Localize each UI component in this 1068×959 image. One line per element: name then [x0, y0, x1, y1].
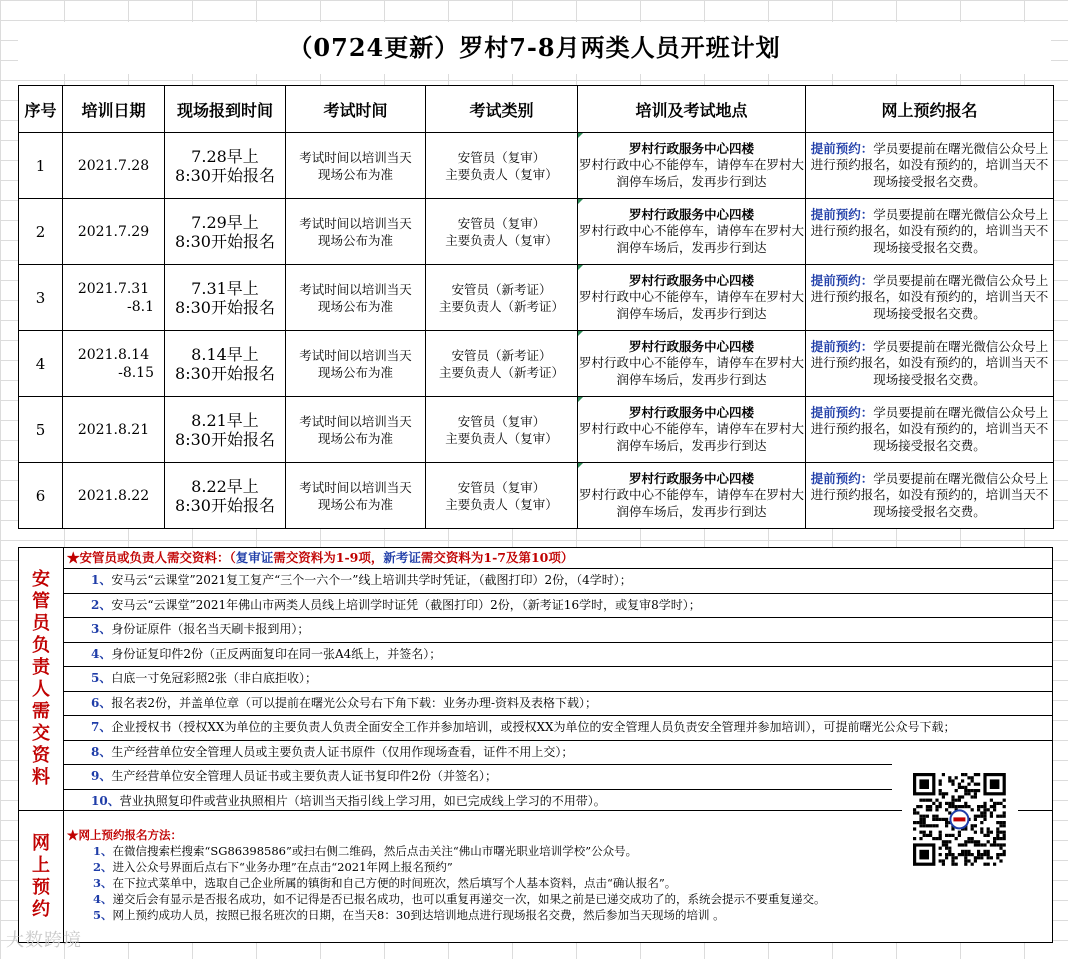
- registration-label: 提前预约：: [810, 140, 874, 156]
- step-text: 在下拉式菜单中，选取自己企业所属的镇街和自己方便的时间班次，然后填写个人基本资料，点击“确认报名”。: [112, 876, 677, 890]
- location-head: 罗村行政服务中心四楼: [628, 272, 754, 288]
- cell-location: [578, 133, 806, 199]
- cell-arrive: [165, 265, 286, 331]
- cell-location: [578, 265, 806, 331]
- table-row: [19, 397, 1054, 463]
- material-item: [63, 765, 892, 790]
- registration-body: 学员要提前在曙光微信公众号上进行预约报名，如没有预约的，培训当天不现场接受报名交费。: [810, 470, 1049, 519]
- cell-registration: [806, 397, 1054, 463]
- cell-arrive: [165, 133, 286, 199]
- cell-date: [63, 133, 165, 199]
- cell-arrive: [165, 199, 286, 265]
- row-number: 5: [35, 420, 46, 439]
- header-registration: 网上预约报名: [806, 86, 1054, 133]
- cell-exam-time: [286, 199, 426, 265]
- material-number: 5、: [91, 671, 112, 685]
- online-header: ★网上预约报名方法：: [67, 828, 182, 842]
- cell-location: [578, 463, 806, 529]
- exam-line-2: 现场公布为准: [317, 298, 393, 314]
- material-item: [63, 692, 1052, 717]
- date-line-1: 2021.7.31: [77, 280, 150, 297]
- step-number: 1、: [93, 844, 113, 858]
- registration-label: 提前预约：: [810, 338, 874, 354]
- cell-arrive: [165, 463, 286, 529]
- location-head: 罗村行政服务中心四楼: [628, 404, 754, 420]
- online-steps: [67, 827, 1048, 923]
- exam-line-1: 考试时间以培训当天: [299, 215, 412, 231]
- registration-label: 提前预约：: [810, 470, 874, 486]
- step-number: 3、: [93, 876, 113, 890]
- cell-no: [19, 331, 63, 397]
- cell-date: [63, 463, 165, 529]
- date-line-2: -8.15: [118, 364, 154, 381]
- step-number: 5、: [93, 908, 113, 922]
- cell-exam-type: [426, 265, 578, 331]
- cell-registration: [806, 463, 1054, 529]
- type-line-1: 安管员（复审）: [457, 413, 546, 429]
- cell-exam-type: [426, 199, 578, 265]
- materials-side-label: 安管员负责人需交资料: [19, 548, 64, 810]
- date-line-1: 2021.7.28: [77, 157, 150, 174]
- location-body: 罗村行政中心不能停车，请停车在罗村大润停车场后，发再步行到达: [578, 289, 804, 321]
- step-number: 2、: [93, 860, 113, 874]
- registration-body: 学员要提前在曙光微信公众号上进行预约报名，如没有预约的，培训当天不现场接受报名交费。: [810, 272, 1049, 321]
- location-body: 罗村行政中心不能停车，请停车在罗村大润停车场后，发再步行到达: [578, 157, 804, 189]
- location-head: 罗村行政服务中心四楼: [628, 140, 754, 156]
- exam-line-2: 现场公布为准: [317, 496, 393, 512]
- type-line-1: 安管员（复审）: [457, 479, 546, 495]
- material-item: [63, 643, 1052, 668]
- table-row: [19, 463, 1054, 529]
- arrive-line-1: 8.22早上: [191, 476, 259, 496]
- cell-exam-time: [286, 133, 426, 199]
- material-text: 安马云“云课堂”2021年佛山市两类人员线上培训学时证凭（截图打印）2份，（新考证16学时，或复审8学时）；: [111, 597, 701, 612]
- qr-code-image: [902, 770, 1018, 870]
- material-text: 生产经营单位安全管理人员证书或主要负责人证书复印件2份（并签名）；: [111, 769, 497, 783]
- cell-registration: [806, 199, 1054, 265]
- arrive-line-2: 8:30开始报名: [175, 165, 275, 185]
- date-line-1: 2021.7.29: [77, 223, 150, 240]
- material-item: [63, 790, 892, 814]
- exam-line-1: 考试时间以培训当天: [299, 479, 412, 495]
- step-text: 递交后会有显示是否报名成功，如不记得是否已报名成功，也可以重复再递交一次，如果之前是已递交成功了的，系统会提示不要重复递交。: [112, 892, 826, 906]
- material-number: 7、: [91, 720, 112, 734]
- type-line-1: 安管员（新考证）: [451, 347, 552, 363]
- material-number: 9、: [91, 769, 112, 783]
- cell-location: [578, 397, 806, 463]
- type-line-2: 主要负责人（新考证）: [438, 364, 564, 380]
- cell-no: [19, 463, 63, 529]
- type-line-1: 安管员（复审）: [457, 215, 546, 231]
- online-step: [67, 843, 1048, 859]
- location-head: 罗村行政服务中心四楼: [628, 206, 754, 222]
- registration-body: 学员要提前在曙光微信公众号上进行预约报名，如没有预约的，培训当天不现场接受报名交费。: [810, 206, 1049, 255]
- exam-line-2: 现场公布为准: [317, 232, 393, 248]
- header-no: 序号: [19, 86, 63, 133]
- type-line-2: 主要负责人（复审）: [445, 166, 558, 182]
- material-text: 营业执照复印件或营业执照相片（培训当天指引线上学习用，如已完成线上学习的不用带）。: [119, 793, 606, 808]
- exam-line-2: 现场公布为准: [317, 166, 393, 182]
- material-number: 6、: [91, 695, 112, 710]
- header-exam-time: 考试时间: [286, 86, 426, 133]
- table-row: [19, 265, 1054, 331]
- cell-no: [19, 265, 63, 331]
- type-line-1: 安管员（新考证）: [451, 281, 552, 297]
- material-text: 身份证原件（报名当天刷卡报到用）；: [111, 622, 310, 636]
- material-item: [63, 594, 1052, 619]
- material-item: [63, 716, 1052, 741]
- row-number: 6: [35, 486, 46, 505]
- online-step: [67, 907, 1048, 923]
- step-text: 在微信搜索栏搜索“SG86398586”或扫右侧二维码，然后点击关注“佛山市曙光职业培训学校”公众号。: [112, 844, 638, 858]
- cell-date: [63, 397, 165, 463]
- table-row: [19, 331, 1054, 397]
- online-section: [18, 811, 1053, 943]
- registration-body: 学员要提前在曙光微信公众号上进行预约报名，如没有预约的，培训当天不现场接受报名交费。: [810, 404, 1049, 453]
- type-line-2: 主要负责人（复审）: [445, 232, 558, 248]
- arrive-line-2: 8:30开始报名: [175, 297, 275, 317]
- arrive-line-1: 7.29早上: [191, 212, 259, 232]
- material-text: 报名表2份，并盖单位章（可以提前在曙光公众号右下角下载：业务办理-资料及表格下载）；: [111, 695, 598, 710]
- online-step: [67, 859, 1048, 875]
- exam-line-2: 现场公布为准: [317, 364, 393, 380]
- registration-label: 提前预约：: [810, 272, 874, 288]
- materials-section: [18, 547, 1053, 811]
- cell-date: [63, 199, 165, 265]
- online-side-label: 网上预约: [19, 811, 64, 942]
- exam-line-2: 现场公布为准: [317, 430, 393, 446]
- cell-exam-type: [426, 133, 578, 199]
- location-body: 罗村行政中心不能停车，请停车在罗村大润停车场后，发再步行到达: [578, 421, 804, 453]
- type-line-2: 主要负责人（复审）: [445, 496, 558, 512]
- schedule-table: [18, 85, 1054, 529]
- cell-arrive: [165, 397, 286, 463]
- type-line-2: 主要负责人（新考证）: [438, 298, 564, 314]
- material-number: 8、: [91, 744, 112, 759]
- material-number: 2、: [91, 597, 112, 612]
- cell-registration: [806, 133, 1054, 199]
- watermark: 大数跨境: [6, 930, 82, 951]
- header-location: 培训及考试地点: [578, 86, 806, 133]
- cell-location: [578, 331, 806, 397]
- registration-label: 提前预约：: [810, 404, 874, 420]
- row-number: 4: [35, 354, 46, 373]
- cell-registration: [806, 331, 1054, 397]
- cell-date: [63, 331, 165, 397]
- cell-exam-time: [286, 331, 426, 397]
- material-number: 1、: [91, 573, 112, 587]
- cell-no: [19, 397, 63, 463]
- date-line-1: 2021.8.22: [77, 487, 150, 504]
- arrive-line-1: 7.31早上: [191, 278, 259, 298]
- material-number: 4、: [91, 646, 112, 661]
- material-item: [63, 569, 1052, 594]
- cell-exam-type: [426, 397, 578, 463]
- cell-registration: [806, 265, 1054, 331]
- table-row: [19, 133, 1054, 199]
- arrive-line-2: 8:30开始报名: [175, 231, 275, 251]
- cell-exam-time: [286, 397, 426, 463]
- cell-exam-type: [426, 463, 578, 529]
- exam-line-1: 考试时间以培训当天: [299, 149, 412, 165]
- material-text: 白底一寸免冠彩照2张（非白底拒收）；: [111, 671, 317, 685]
- location-body: 罗村行政中心不能停车，请停车在罗村大润停车场后，发再步行到达: [578, 487, 804, 519]
- registration-body: 学员要提前在曙光微信公众号上进行预约报名，如没有预约的，培训当天不现场接受报名交费。: [810, 338, 1049, 387]
- material-number: 10、: [91, 793, 120, 808]
- exam-line-1: 考试时间以培训当天: [299, 413, 412, 429]
- material-item: [63, 741, 892, 766]
- type-line-2: 主要负责人（复审）: [445, 430, 558, 446]
- material-item: [63, 618, 1052, 643]
- arrive-line-2: 8:30开始报名: [175, 429, 275, 449]
- cell-exam-time: [286, 463, 426, 529]
- cell-exam-type: [426, 331, 578, 397]
- header-row: [19, 86, 1054, 133]
- material-text: 身份证复印件2份（正反两面复印在同一张A4纸上，并签名）；: [111, 646, 442, 661]
- header-exam-type: 考试类别: [426, 86, 578, 133]
- date-line-1: 2021.8.21: [77, 421, 150, 438]
- date-line-2: -8.1: [127, 298, 154, 315]
- registration-label: 提前预约：: [810, 206, 874, 222]
- material-item: [63, 667, 1052, 692]
- date-line-1: 2021.8.14: [77, 346, 150, 363]
- cell-no: [19, 133, 63, 199]
- material-number: 3、: [91, 622, 112, 636]
- sheet-title: （0724更新）罗村7-8月两类人员开班计划: [18, 22, 1051, 74]
- location-head: 罗村行政服务中心四楼: [628, 338, 754, 354]
- header-arrive: 现场报到时间: [165, 86, 286, 133]
- exam-line-1: 考试时间以培训当天: [299, 347, 412, 363]
- online-step: [67, 891, 1048, 907]
- row-number: 2: [35, 222, 46, 241]
- material-text: 生产经营单位安全管理人员或主要负责人证书原件（仅用作现场查看，证件不用上交）；: [111, 744, 574, 759]
- step-text: 网上预约成功人员，按照已报名班次的日期，在当天8：30到达培训地点进行现场报名交费，然后参加当天现场的培训 。: [112, 908, 725, 922]
- cell-location: [578, 199, 806, 265]
- step-text: 进入公众号界面后点右下“业务办理”在点击“2021年网上报名预约”: [112, 860, 453, 874]
- arrive-line-1: 8.14早上: [191, 344, 259, 364]
- online-step: [67, 875, 1048, 891]
- materials-header: ★安管员或负责人需交资料：（复审证需交资料为1-9项，新考证需交资料为1-7及第10项）: [63, 548, 1052, 569]
- registration-body: 学员要提前在曙光微信公众号上进行预约报名，如没有预约的，培训当天不现场接受报名交费。: [810, 140, 1049, 189]
- cell-exam-time: [286, 265, 426, 331]
- cell-no: [19, 199, 63, 265]
- arrive-line-1: 7.28早上: [191, 146, 259, 166]
- cell-arrive: [165, 331, 286, 397]
- arrive-line-2: 8:30开始报名: [175, 495, 275, 515]
- material-text: 安马云“云课堂”2021复工复产“三个一六个一”线上培训共学时凭证，（截图打印）2份，（4学时）；: [111, 573, 632, 587]
- location-body: 罗村行政中心不能停车，请停车在罗村大润停车场后，发再步行到达: [578, 223, 804, 255]
- table-row: [19, 199, 1054, 265]
- arrive-line-1: 8.21早上: [191, 410, 259, 430]
- arrive-line-2: 8:30开始报名: [175, 363, 275, 383]
- material-text: 企业授权书（授权XX为单位的主要负责人负责全面安全工作并参加培训，或授权XX为单位的安全管理人员负责安全管理并参加培训），可提前曙光公众号下载；: [111, 720, 956, 734]
- type-line-1: 安管员（复审）: [457, 149, 546, 165]
- location-body: 罗村行政中心不能停车，请停车在罗村大润停车场后，发再步行到达: [578, 355, 804, 387]
- cell-date: [63, 265, 165, 331]
- location-head: 罗村行政服务中心四楼: [628, 470, 754, 486]
- row-number: 1: [35, 156, 46, 175]
- header-date: 培训日期: [63, 86, 165, 133]
- row-number: 3: [35, 288, 46, 307]
- exam-line-1: 考试时间以培训当天: [299, 281, 412, 297]
- step-number: 4、: [93, 892, 113, 906]
